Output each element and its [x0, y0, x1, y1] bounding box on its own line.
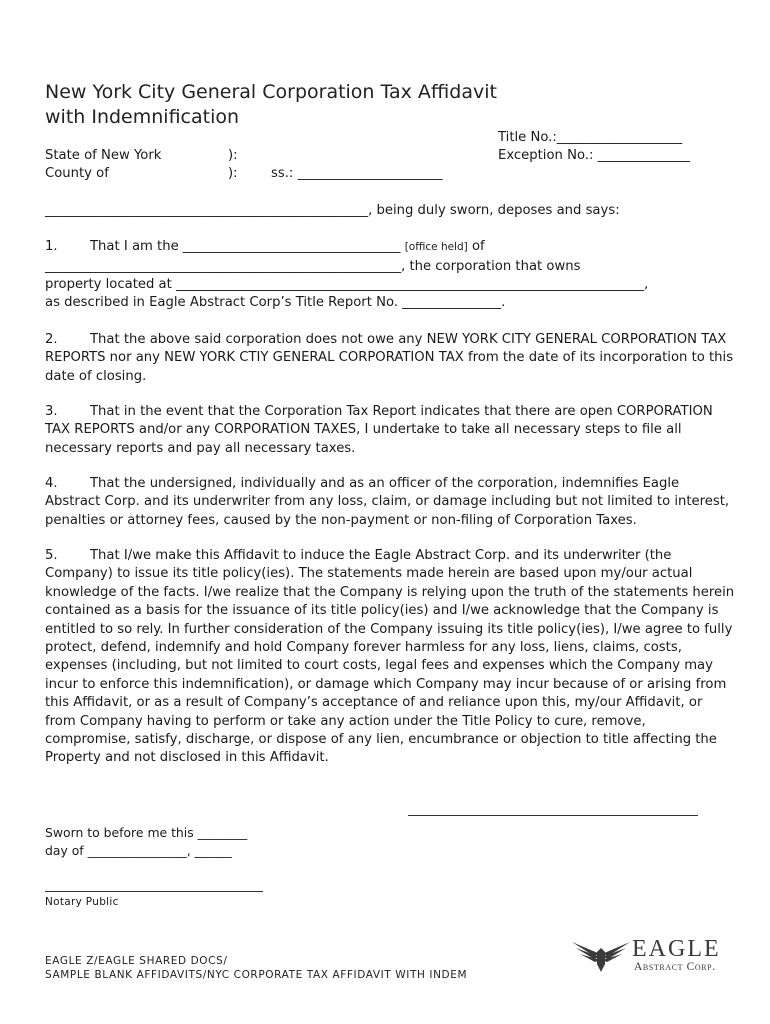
office-held-label: [office held] — [404, 241, 468, 253]
footer-path-line2: SAMPLE BLANK AFFIDAVITS/NYC CORPORATE TAX AFFIDAVIT WITH INDEM — [45, 969, 468, 981]
title-number-field: Title No.:___________________ — [498, 130, 683, 145]
paragraph-4 — [45, 475, 735, 530]
document-title-line1: New York City General Corporation Tax Affidavit — [45, 81, 497, 103]
logo-subtitle: Abstract Corp. — [634, 961, 716, 973]
paragraph-2 — [45, 331, 735, 386]
paragraph-5-number: 5. — [45, 548, 58, 563]
paragraph-1-line3: property located at _______________________________________________________________________, — [45, 277, 649, 292]
notary-signature-line — [45, 891, 263, 892]
exception-number-field: Exception No.: ______________ — [498, 148, 690, 163]
paragraph-5 — [45, 547, 735, 768]
sworn-line-2: day of ________________, ______ — [45, 843, 232, 858]
paragraph-1-line1 — [45, 238, 485, 256]
eagle-emblem-icon — [570, 938, 632, 974]
venue-colon-2: ): — [228, 166, 238, 181]
paragraph-1-line2: ______________________________________________________, the corporation that owns — [45, 259, 581, 274]
document-title-line2: with Indemnification — [45, 106, 240, 128]
paragraph-3 — [45, 403, 735, 458]
venue-county: County of — [45, 166, 109, 181]
logo-wordmark: EAGLE — [632, 936, 721, 962]
venue-ss-field: ss.: ______________________ — [271, 166, 443, 181]
venue-colon-1: ): — [228, 148, 238, 163]
deponent-line: _________________________________________________, being duly sworn, deposes and says: — [45, 203, 620, 218]
paragraph-5-text: That I/we make this Affidavit to induce the Eagle Abstract Corp. and its underwriter (the Company) to issue its title policy(ies). The statements made herein are based upon my/our actual knowledge of the facts. I/we realize that the Company is relying upon the truth of the statements herein contained as a basis for the issuance of its title policy(ies) and I/we acknowledge that the Company is entitled to so rely. In further consideration of the Company issuing its title policy(ies), I/we agree to fully protect, defend, indemnify and hold Company forever harmless for any loss, liens, claims, costs, expenses (including, but not limited to court costs, legal fees and expenses which the Company may incur to enforce this indemnification), or damage which Company may incur because of or arising from this Affidavit, or as a result of Company’s acceptance of and reliance upon this, my/our Affidavit, or from Company having to perform or take any action under the Title Policy to cure, remove, compromise, satisfy, discharge, or dispose of any lien, encumbrance or objection to title affecting the Property and not disclosed in this Affidavit. — [45, 548, 735, 766]
paragraph-1-line4: as described in Eagle Abstract Corp’s Title Report No. _______________. — [45, 295, 506, 310]
paragraph-2-number: 2. — [45, 332, 58, 347]
eagle-abstract-logo — [570, 936, 720, 976]
paragraph-1-of: of — [471, 239, 485, 254]
paragraph-1-lead: That I am the _________________________________ — [90, 239, 401, 254]
paragraph-1-number: 1. — [45, 239, 58, 254]
paragraph-4-number: 4. — [45, 476, 58, 491]
venue-state: State of New York — [45, 148, 162, 163]
paragraph-3-text: That in the event that the Corporation Tax Report indicates that there are open CORPORATION TAX REPORTS and/or any CORPORATION TAXES, I undertake to take all necessary steps to file all necessary reports and pay all necessary taxes. — [45, 404, 713, 456]
notary-public-label: Notary Public — [45, 896, 119, 908]
deponent-signature-line — [408, 815, 698, 816]
paragraph-2-text: That the above said corporation does not owe any NEW YORK CITY GENERAL CORPORATION TAX REPORTS nor any NEW YORK CTIY GENERAL CORPORATION TAX from the date of its incorporation to this date of closing. — [45, 332, 734, 384]
paragraph-3-number: 3. — [45, 404, 58, 419]
footer-path-line1: EAGLE Z/EAGLE SHARED DOCS/ — [45, 955, 228, 967]
sworn-line-1: Sworn to before me this ________ — [45, 825, 248, 840]
paragraph-4-text: That the undersigned, individually and as an officer of the corporation, indemnifies Eagle Abstract Corp. and its underwriter from any loss, claim, or damage including but not limited to interest, penalties or attorney fees, caused by the non-payment or non-filing of Corporation Taxes. — [45, 476, 730, 528]
